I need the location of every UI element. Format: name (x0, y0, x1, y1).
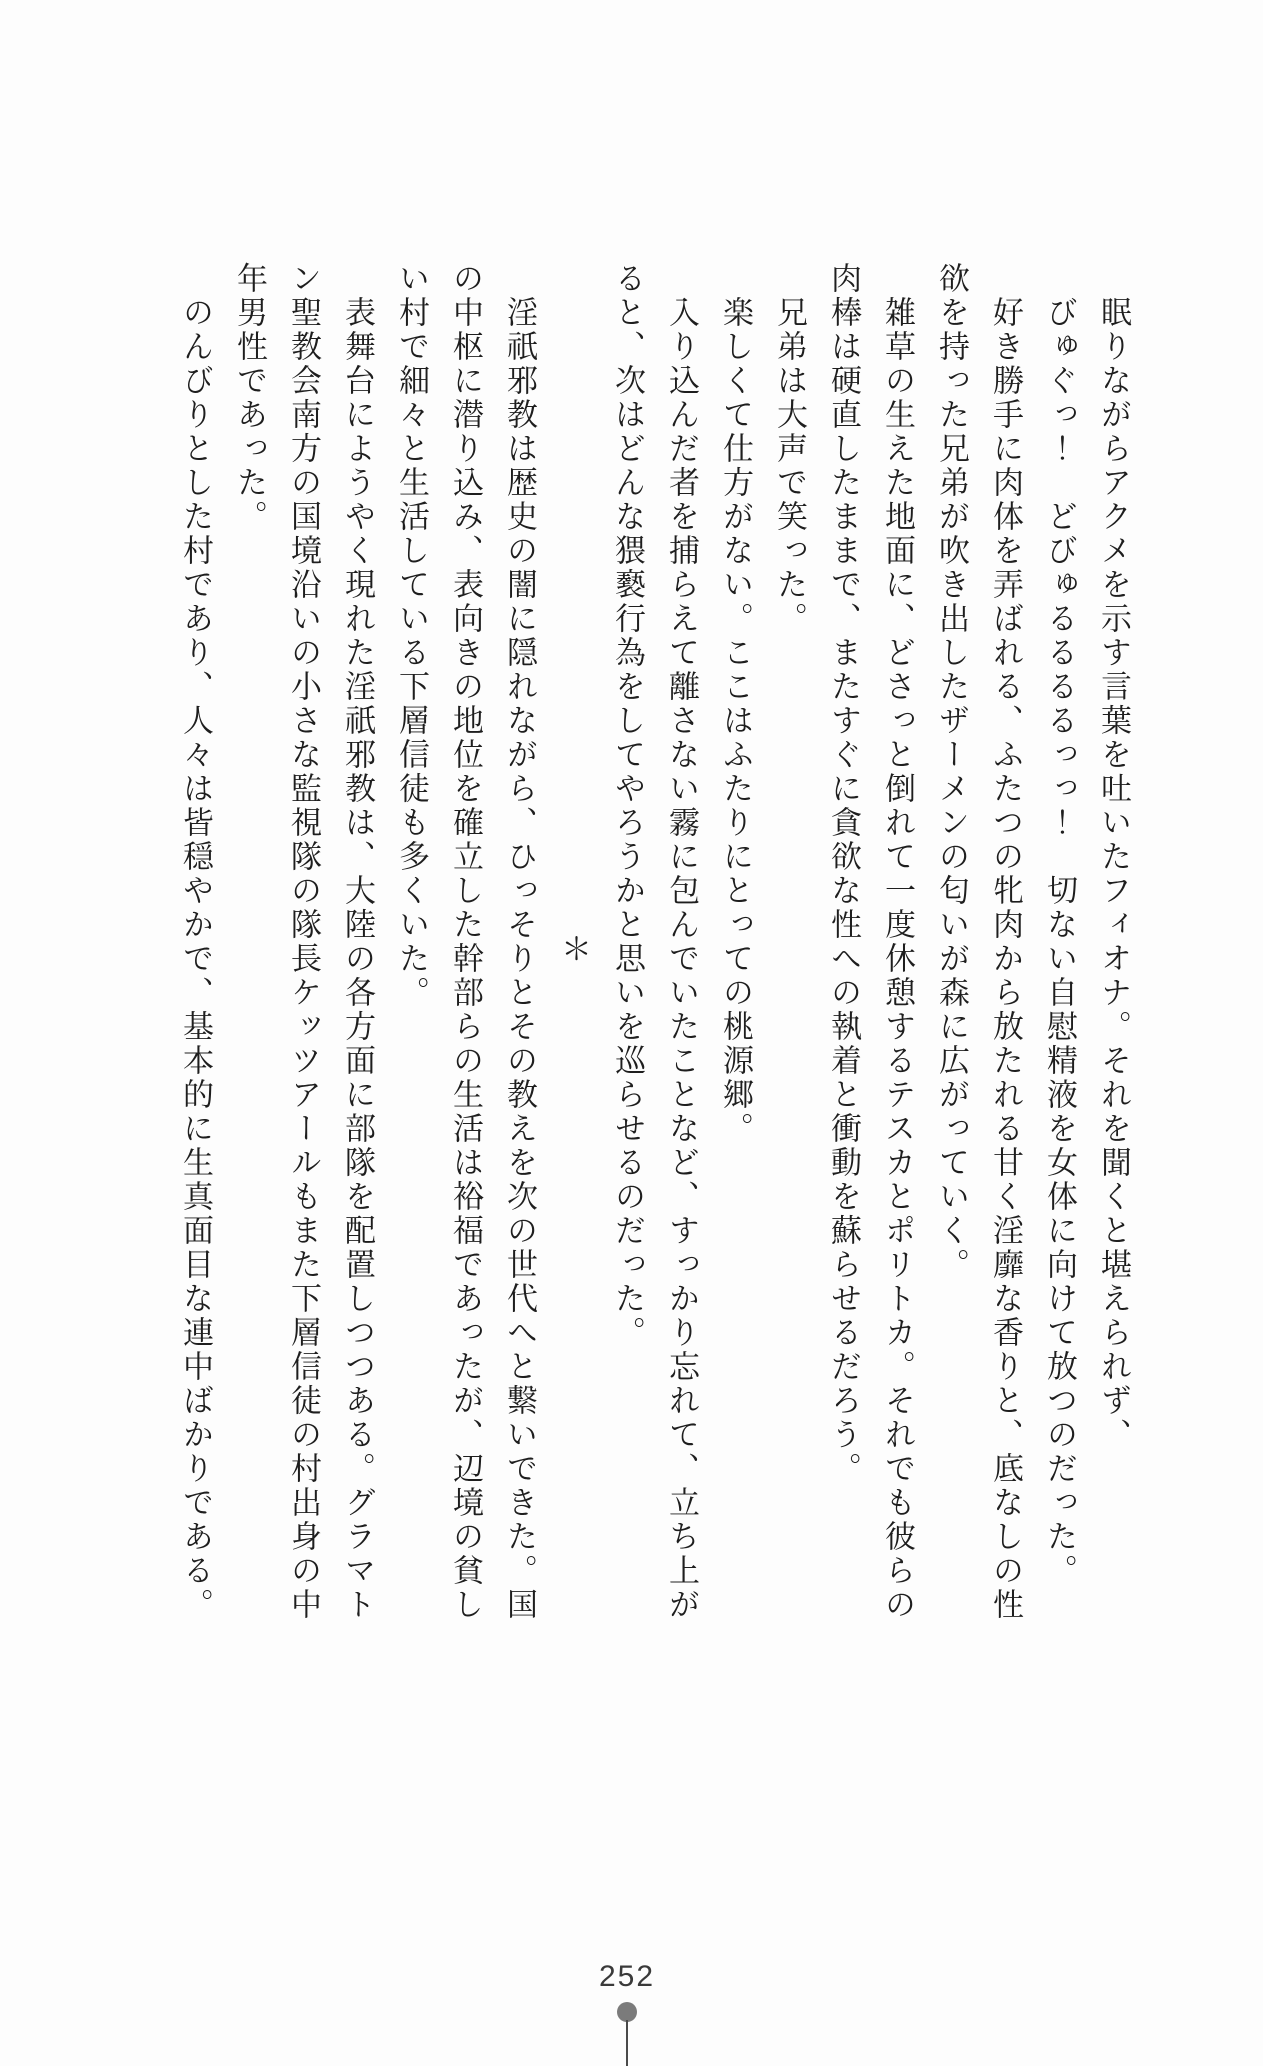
footer-stem-line (626, 2020, 628, 2066)
text-line: 入り込んだ者を捕らえて離さない霧に包んでいたことなど、すっかり忘れて、立ち上が (663, 296, 699, 1622)
page-number: 252 (598, 1960, 656, 1993)
text-line: ると、次はどんな猥褻行為をしてやろうかと思いを巡らせるのだった。 (609, 262, 645, 1350)
text-line: 表舞台にようやく現れた淫祇邪教は、大陸の各方面に部隊を配置しつつある。グラマト (339, 296, 375, 1622)
text-line: 眠りながらアクメを示す言葉を吐いたフィオナ。それを聞くと堪えられず、 (1095, 296, 1131, 1452)
text-line: 肉棒は硬直したままで、またすぐに貪欲な性への執着と衝動を蘇らせるだろう。 (825, 262, 861, 1486)
footer-circle-ornament-icon (617, 2002, 637, 2022)
text-line: のんびりとした村であり、人々は皆穏やかで、基本的に生真面目な連中ばかりである。 (177, 296, 213, 1622)
text-line: 淫祇邪教は歴史の闇に隠れながら、ひっそりとその教えを次の世代へと繋いできた。国 (501, 296, 537, 1622)
text-line: 欲を持った兄弟が吹き出したザーメンの匂いが森に広がっていく。 (933, 262, 969, 1282)
text-line: ン聖教会南方の国境沿いの小さな監視隊の隊長ケッツアールもまた下層信徒の村出身の中 (285, 262, 321, 1622)
text-line: 好き勝手に肉体を弄ばれる、ふたつの牝肉から放たれる甘く淫靡な香りと、底なしの性 (987, 296, 1023, 1622)
text-line: 楽しくて仕方がない。ここはふたりにとっての桃源郷。 (717, 296, 753, 1146)
section-separator: ＊ (555, 933, 591, 967)
vertical-text-block (168, 262, 1140, 1638)
text-line: 兄弟は大声で笑った。 (771, 296, 807, 636)
text-line: 雑草の生えた地面に、どさっと倒れて一度休憩するテスカとポリトカ。それでも彼らの (879, 296, 915, 1622)
text-line: の中枢に潜り込み、表向きの地位を確立した幹部らの生活は裕福であったが、辺境の貧し (447, 262, 483, 1622)
text-line: い村で細々と生活している下層信徒も多くいた。 (393, 262, 429, 1010)
text-line: 年男性であった。 (231, 262, 267, 534)
text-line: びゅぐっ！ どびゅるるるるっっ！ 切ない自慰精液を女体に向けて放つのだった。 (1041, 296, 1077, 1588)
